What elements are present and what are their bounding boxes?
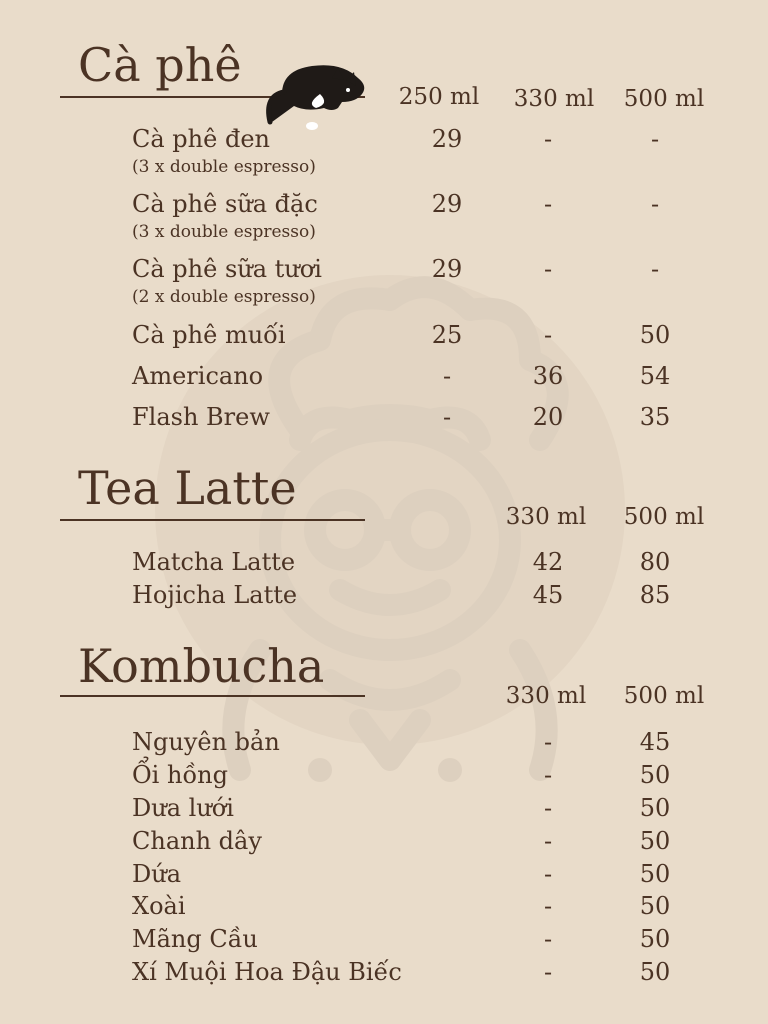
price-500: 50 xyxy=(639,860,671,888)
price-330: 36 xyxy=(532,362,564,390)
sleeping-cat-icon xyxy=(260,56,370,132)
size-header-250: 250 ml xyxy=(398,84,480,110)
price-330: - xyxy=(543,958,553,986)
price-250: - xyxy=(442,362,452,390)
price-250: 25 xyxy=(431,321,463,349)
price-500: 54 xyxy=(639,362,671,390)
item-name: Dưa lưới xyxy=(132,794,234,822)
price-330: - xyxy=(543,892,553,920)
price-500: 50 xyxy=(639,827,671,855)
price-330: - xyxy=(543,190,553,218)
price-330: 42 xyxy=(532,548,564,576)
price-500: 50 xyxy=(639,321,671,349)
item-name: Xí Muội Hoa Đậu Biếc xyxy=(132,958,402,986)
price-330: - xyxy=(543,827,553,855)
price-500: 50 xyxy=(639,794,671,822)
section-divider xyxy=(60,519,365,521)
price-500: 45 xyxy=(639,728,671,756)
price-500: - xyxy=(650,255,660,283)
price-330: - xyxy=(543,794,553,822)
section-divider xyxy=(60,695,365,697)
price-500: 85 xyxy=(639,581,671,609)
price-330: - xyxy=(543,761,553,789)
price-500: 50 xyxy=(639,892,671,920)
price-330: - xyxy=(543,125,553,153)
item-name: Cà phê sữa tươi xyxy=(132,255,322,283)
item-name: Cà phê sữa đặc xyxy=(132,190,318,218)
item-name: Mãng Cầu xyxy=(132,925,258,953)
item-note: (3 x double espresso) xyxy=(132,222,316,242)
price-500: 80 xyxy=(639,548,671,576)
price-330: - xyxy=(543,255,553,283)
section-title-coffee: Cà phê xyxy=(78,38,242,92)
price-330: - xyxy=(543,728,553,756)
price-500: - xyxy=(650,125,660,153)
price-500: 50 xyxy=(639,761,671,789)
price-500: 50 xyxy=(639,925,671,953)
size-header-330: 330 ml xyxy=(513,86,595,112)
item-name: Chanh dây xyxy=(132,827,262,855)
item-name: Cà phê đen xyxy=(132,125,270,153)
price-330: 45 xyxy=(532,581,564,609)
price-330: - xyxy=(543,860,553,888)
price-250: - xyxy=(442,403,452,431)
size-header-330: 330 ml xyxy=(505,683,587,709)
section-title-kombucha: Kombucha xyxy=(78,639,325,693)
price-500: 50 xyxy=(639,958,671,986)
item-note: (2 x double espresso) xyxy=(132,287,316,307)
price-330: 20 xyxy=(532,403,564,431)
item-name: Cà phê muối xyxy=(132,321,286,349)
item-name: Hojicha Latte xyxy=(132,581,298,609)
size-header-500: 500 ml xyxy=(623,504,705,530)
item-name: Nguyên bản xyxy=(132,728,280,756)
item-name: Dứa xyxy=(132,860,182,888)
price-330: - xyxy=(543,925,553,953)
item-name: Matcha Latte xyxy=(132,548,296,576)
item-note: (3 x double espresso) xyxy=(132,157,316,177)
item-name: Ổi hồng xyxy=(132,761,228,789)
price-250: 29 xyxy=(431,255,463,283)
price-250: 29 xyxy=(431,190,463,218)
price-500: - xyxy=(650,190,660,218)
size-header-330: 330 ml xyxy=(505,504,587,530)
price-500: 35 xyxy=(639,403,671,431)
section-title-tea-latte: Tea Latte xyxy=(78,461,297,515)
item-name: Americano xyxy=(132,362,264,390)
size-header-500: 500 ml xyxy=(623,683,705,709)
size-header-500: 500 ml xyxy=(623,86,705,112)
price-250: 29 xyxy=(431,125,463,153)
price-330: - xyxy=(543,321,553,349)
item-name: Flash Brew xyxy=(132,403,270,431)
item-name: Xoài xyxy=(132,892,186,920)
